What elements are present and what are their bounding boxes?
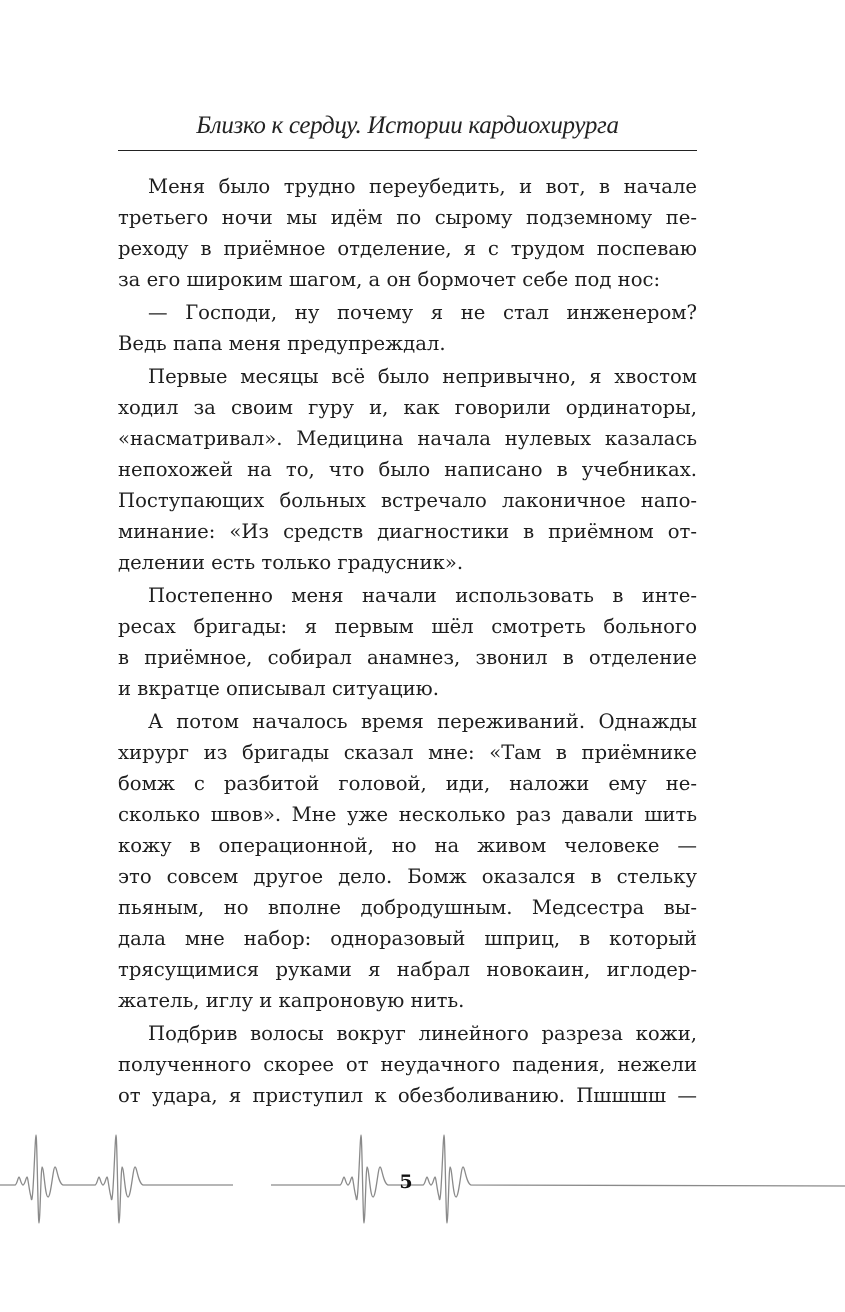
text-line: реходу в приёмное отделение, я с трудом поспеваю	[118, 237, 697, 260]
ecg-line-right	[271, 1135, 845, 1223]
text-line: это совсем другое дело. Бомж оказался в стельку	[118, 865, 697, 888]
text-line: дала мне набор: одноразовый шприц, в который	[118, 927, 697, 950]
text-line: А потом началось время переживаний. Однажды	[148, 710, 697, 733]
text-line: Ведь папа меня предупреждал.	[118, 332, 446, 355]
paragraph	[118, 1018, 697, 1111]
paragraph	[118, 361, 697, 578]
paragraph	[118, 171, 697, 295]
running-title: Близко к сердцу. Истории кардиохирурга	[196, 112, 619, 139]
text-line: кожу в операционной, но на живом человеке —	[118, 834, 697, 857]
text-line: ресах бригады: я первым шёл смотреть больного	[118, 615, 697, 638]
text-line: третьего ночи мы идём по сырому подземному пе-	[118, 206, 697, 229]
text-line: пьяным, но вполне добродушным. Медсестра вы-	[118, 896, 697, 919]
text-line: сколько швов». Мне уже несколько раз давали шить	[118, 803, 697, 826]
paragraph	[118, 706, 697, 1016]
text-line: жатель, иглу и капроновую нить.	[118, 989, 465, 1012]
text-line: — Господи, ну почему я не стал инженером?	[148, 301, 697, 324]
page-number: 5	[399, 1171, 413, 1193]
text-line: хирург из бригады сказал мне: «Там в приёмнике	[118, 741, 697, 764]
text-line: непохожей на то, что было написано в учебниках.	[118, 458, 697, 481]
text-line: полученного скорее от неудачного падения, нежели	[118, 1053, 697, 1076]
paragraph	[118, 580, 697, 704]
heartbeat-ornament	[0, 1120, 845, 1240]
text-line: Первые месяцы всё было непривычно, я хвостом	[148, 365, 697, 388]
text-line: Постепенно меня начали использовать в инте-	[148, 584, 697, 607]
text-line: бомж с разбитой головой, иди, наложи ему не-	[118, 772, 697, 795]
text-line: в приёмное, собирал анамнез, звонил в отделение	[118, 646, 697, 669]
header-rule	[118, 150, 697, 151]
text-line: от удара, я приступил к обезболиванию. Пшшшш —	[118, 1084, 697, 1107]
text-line: минание: «Из средств диагностики в приёмном от-	[118, 520, 697, 543]
text-line: Меня было трудно переубедить, и вот, в начале	[148, 175, 697, 198]
body-text	[118, 171, 697, 1113]
text-line: и вкратце описывал ситуацию.	[118, 677, 439, 700]
paragraph	[118, 297, 697, 359]
text-line: Поступающих больных встречало лаконичное напо-	[118, 489, 697, 512]
text-line: за его широким шагом, а он бормочет себе под нос:	[118, 268, 661, 291]
text-line: трясущимися руками я набрал новокаин, иглодер-	[118, 958, 697, 981]
text-line: «насматривал». Медицина начала нулевых казалась	[118, 427, 697, 450]
ecg-line-left	[0, 1135, 233, 1223]
text-line: ходил за своим гуру и, как говорили ординаторы,	[118, 396, 697, 419]
text-line: делении есть только градусник».	[118, 551, 464, 574]
text-line: Подбрив волосы вокруг линейного разреза кожи,	[148, 1022, 697, 1045]
